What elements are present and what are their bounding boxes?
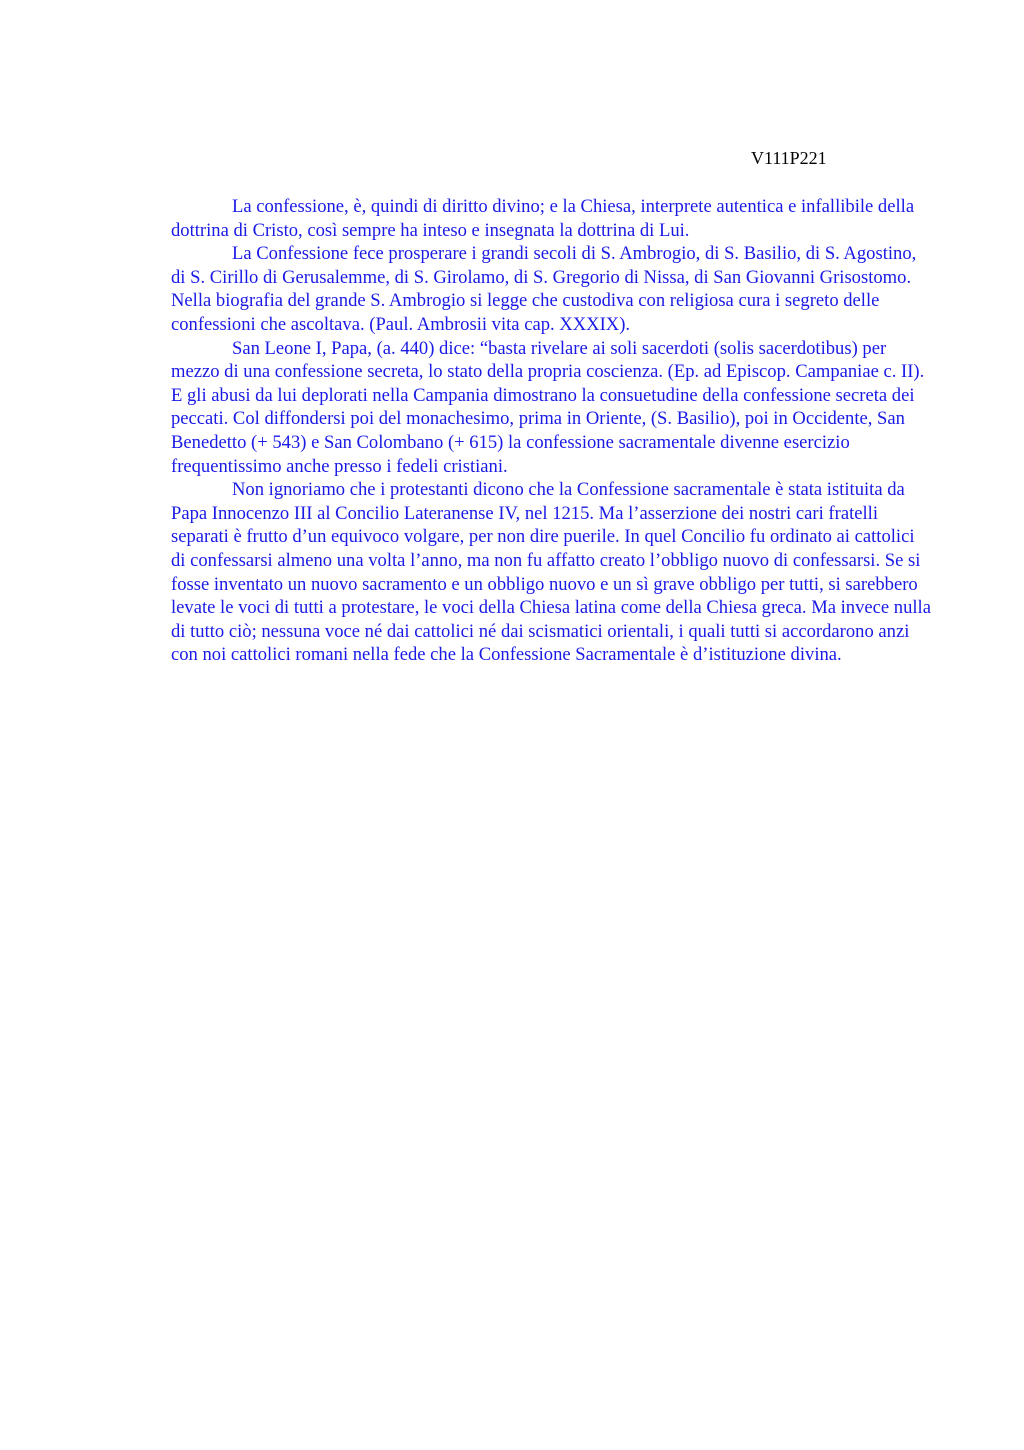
paragraph: La confessione, è, quindi di diritto divino; e la Chiesa, interprete autentica e infallibile della dottrina di Cristo, così sempre ha inteso e insegnata la dottrina di Lui. (171, 196, 915, 241)
paragraph: Non ignoriamo che i protestanti dicono che la Confessione sacramentale è stata istituita da Papa Innocenzo III al Concilio Lateranense IV, nel 1215. Ma l’asserzione dei nostri cari fratelli separati è frutto d’un equivoco volgare, per non dire puerile. In quel Concilio fu ordinato ai cattolici di confessarsi almeno una volta l’anno, ma non fu affatto creato l’obbligo nuovo di confessarsi. Se si fosse inventato un nuovo sacramento e un obbligo nuovo e un sì grave obbligo per tutti, si sarebbero levate le voci di tutti a protestare, le voci della Chiesa latina come della Chiesa greca. Ma invece nulla di tutto ciò; nessuna voce né dai cattolici né dai scismatici orientali, i quali tutti si accordarono anzi con noi cattolici romani nella fede che la Confessione Sacramentale è d’istituzione divina. (171, 479, 931, 666)
paragraph: San Leone I, Papa, (a. 440) dice: “basta rivelare ai soli sacerdoti (solis sacerdotibus) per mezzo di una confessione secreta, lo stato della propria coscienza. (Ep. ad Episcop. Campaniae c. II). E gli abusi da lui deplorati nella Campania dimostrano la consuetudine della confessione secreta dei peccati. Col diffondersi poi del monachesimo, prima in Oriente, (S. Basilio), poi in Occidente, San Benedetto (+ 543) e San Colombano (+ 615) la confessione sacramentale divenne esercizio frequentissimo anche presso i fedeli cristiani. (171, 337, 925, 477)
page-reference: V111P221 (751, 148, 827, 168)
paragraph: La Confessione fece prosperare i grandi secoli di S. Ambrogio, di S. Basilio, di S. Agostino, di S. Cirillo di Gerusalemme, di S. Girolamo, di S. Gregorio di Nissa, di San Giovanni Grisostomo. Nella biografia del grande S. Ambrogio si legge che custodiva con religiosa cura i segreto delle confessioni che ascoltava. (Paul. Ambrosii vita cap. XXXIX). (171, 243, 917, 335)
document-body (171, 195, 931, 667)
